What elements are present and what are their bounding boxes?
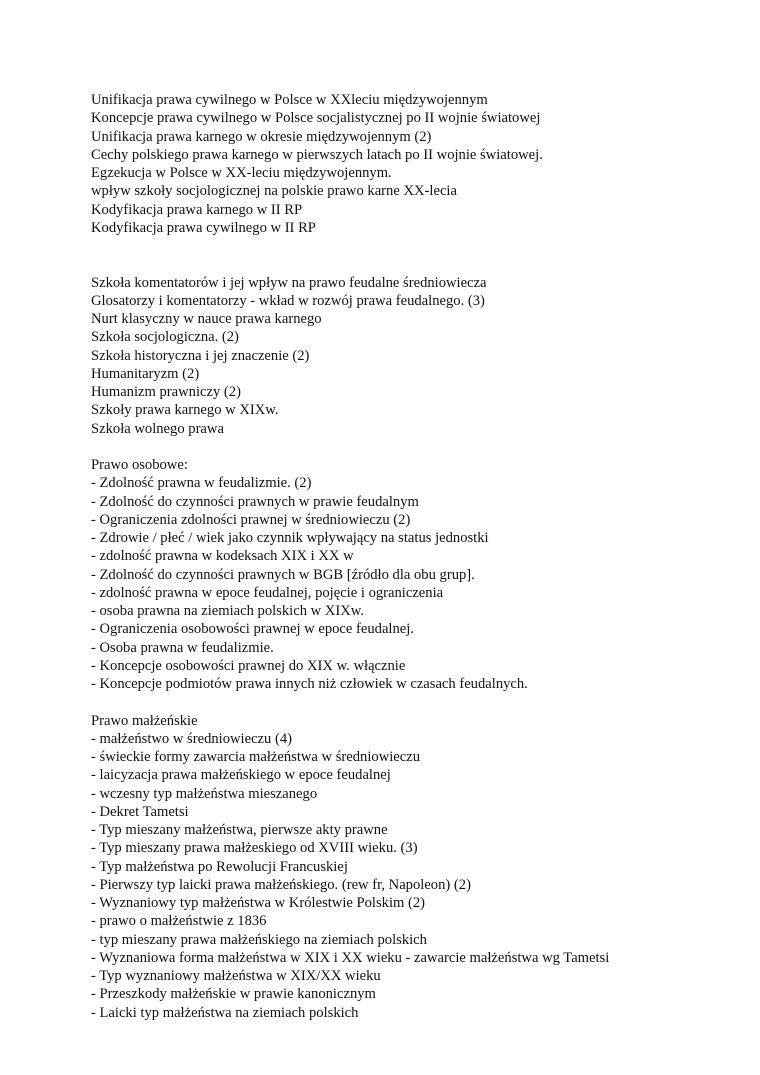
list-item: - Przeszkody małżeńskie w prawie kanonicznym xyxy=(91,986,376,1003)
topic-line: Unifikacja prawa karnego w okresie międzywojennym (2) xyxy=(91,128,432,145)
list-item: - Osoba prawna w feudalizmie. xyxy=(91,639,274,656)
list-item: - Zdolność prawna w feudalizmie. (2) xyxy=(91,475,312,492)
topic-line: Szkoła wolnego prawa xyxy=(91,420,224,437)
topic-line: Szkoła historyczna i jej znaczenie (2) xyxy=(91,347,310,364)
list-item: - Pierwszy typ laicki prawa małżeńskiego. (rew fr, Napoleon) (2) xyxy=(91,876,471,893)
section-title: Prawo osobowe: xyxy=(91,457,188,473)
topic-line: Glosatorzy i komentatorzy - wkład w rozwój prawa feudalnego. (3) xyxy=(91,292,485,309)
list-item: - zdolność prawna w kodeksach XIX i XX w xyxy=(91,548,354,565)
section-personal-law xyxy=(91,456,731,693)
topic-line: Nurt klasyczny w nauce prawa karnego xyxy=(91,311,322,327)
topic-line: Humanitaryzm (2) xyxy=(91,365,200,382)
list-item: - Dekret Tametsi xyxy=(91,803,189,820)
list-item: - Typ wyznaniowy małżeństwa w XIX/XX wieku xyxy=(91,968,381,984)
topic-line: Egzekucja w Polsce w XX-leciu międzywojennym. xyxy=(91,165,392,181)
topic-line: Cechy polskiego prawa karnego w pierwszych latach po II wojnie światowej. xyxy=(91,146,543,163)
list-item: - Wyznaniowy typ małżeństwa w Królestwie Polskim (2) xyxy=(91,895,426,911)
list-item: - Koncepcje podmiotów prawa innych niż człowiek w czasach feudalnych. xyxy=(91,676,528,692)
list-item: - świeckie formy zawarcia małżeństwa w średniowieczu xyxy=(91,749,421,765)
list-item: - Zdrowie / płeć / wiek jako czynnik wpływający na status jednostki xyxy=(91,530,489,546)
list-item: - Laicki typ małżeństwa na ziemiach polskich xyxy=(91,1004,359,1021)
list-item: - prawo o małżeństwie z 1836 xyxy=(91,913,267,930)
section-title: Prawo małżeńskie xyxy=(91,712,198,729)
list-item: - Wyznaniowa forma małżeństwa w XIX i XX wieku - zawarcie małżeństwa wg Tametsi xyxy=(91,949,610,966)
list-item: - Koncepcje osobowości prawnej do XIX w. włącznie xyxy=(91,657,406,674)
topic-line: Kodyfikacja prawa karnego w II RP xyxy=(91,201,303,218)
list-item: - Typ małżeństwa po Rewolucji Francuskiej xyxy=(91,858,348,875)
list-item: - wczesny typ małżeństwa mieszanego xyxy=(91,785,318,802)
section-marriage-law xyxy=(91,712,731,1022)
topic-line: Koncepcje prawa cywilnego w Polsce socjalistycznej po II wojnie światowej xyxy=(91,110,541,127)
list-item: - Zdolność do czynności prawnych w prawie feudalnym xyxy=(91,493,419,510)
list-item: - Typ mieszany prawa małżeskiego od XVIII wieku. (3) xyxy=(91,840,418,857)
topic-line: Kodyfikacja prawa cywilnego w II RP xyxy=(91,219,316,236)
topic-line: Szkoła komentatorów i jej wpływ na prawo feudalne średniowiecza xyxy=(91,274,487,291)
list-item: - Ograniczenia osobowości prawnej w epoce feudalnej. xyxy=(91,621,414,638)
document-page xyxy=(91,91,731,1022)
topic-line: Szkoła socjologiczna. (2) xyxy=(91,329,239,346)
spacer xyxy=(91,237,731,274)
list-item: - laicyzacja prawa małżeńskiego w epoce feudalnej xyxy=(91,767,391,784)
list-item: - Ograniczenia zdolności prawnej w średniowieczu (2) xyxy=(91,511,411,528)
list-item: - Typ mieszany małżeństwa, pierwsze akty prawne xyxy=(91,822,388,838)
topic-line: Humanizm prawniczy (2) xyxy=(91,384,241,400)
section-legal-schools xyxy=(91,274,731,438)
list-item: - typ mieszany prawa małżeńskiego na ziemiach polskich xyxy=(91,931,427,948)
spacer xyxy=(91,693,731,711)
list-item: - zdolność prawna w epoce feudalnej, pojęcie i ograniczenia xyxy=(91,584,444,601)
list-item: - Zdolność do czynności prawnych w BGB [źródło dla obu grup]. xyxy=(91,566,475,583)
topic-line: Unifikacja prawa cywilnego w Polsce w XXleciu międzywojennym xyxy=(91,92,488,108)
topic-line: wpływ szkoły socjologicznej na polskie prawo karne XX-lecia xyxy=(91,183,457,200)
topic-line: Szkoły prawa karnego w XIXw. xyxy=(91,402,279,419)
section-interwar-law xyxy=(91,91,731,237)
list-item: - małżeństwo w średniowieczu (4) xyxy=(91,730,292,747)
list-item: - osoba prawna na ziemiach polskich w XIXw. xyxy=(91,603,365,619)
spacer xyxy=(91,438,731,456)
